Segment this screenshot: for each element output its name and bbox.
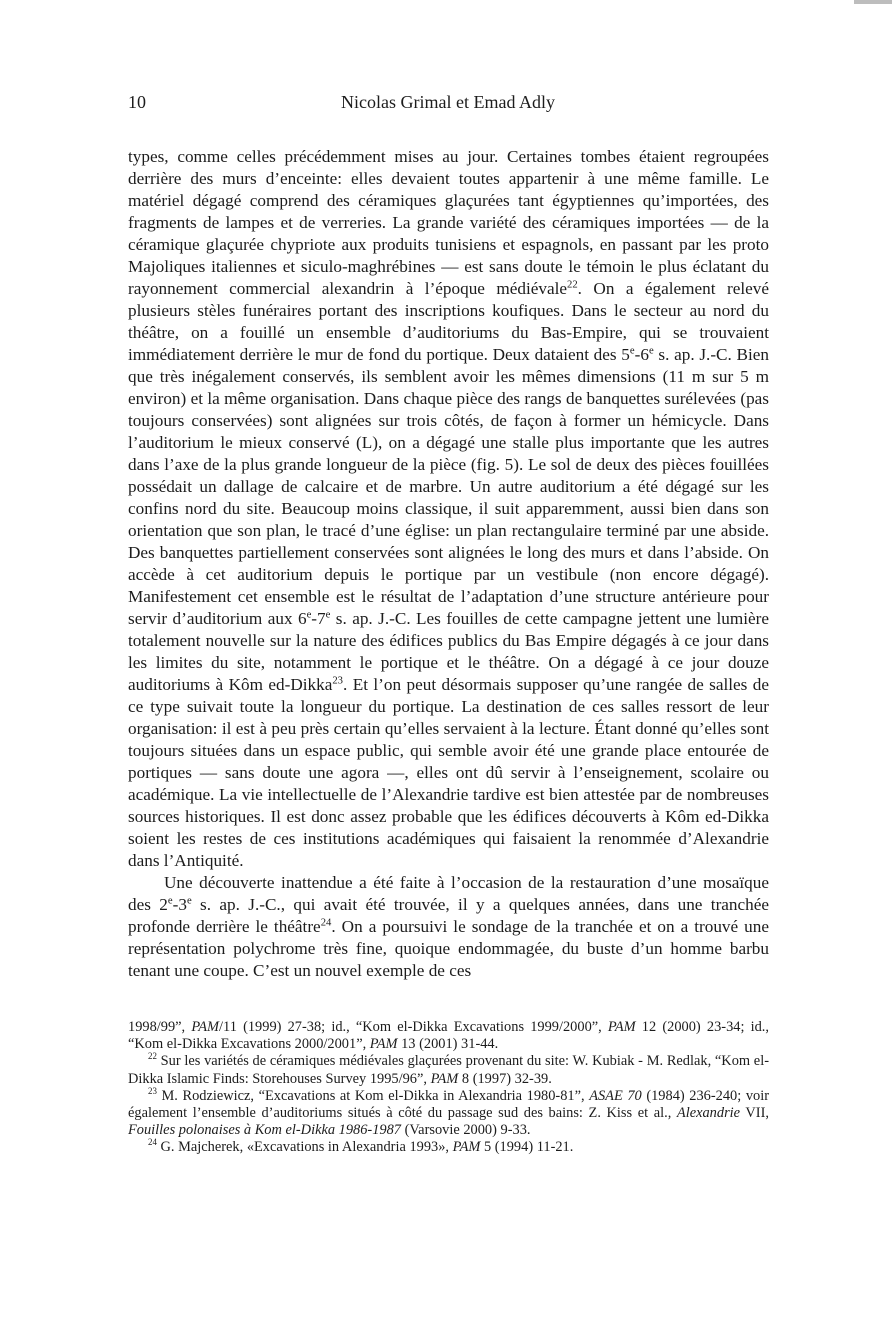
journal-title: ASAE 70 xyxy=(589,1087,642,1104)
text-run: . Et l’on peut désormais supposer qu’une rangée de salles de ce type suivait toute la longueur du portique. La destination de ces salles ressort de leur organisation: il est à peu près certain qu’elles servaient à la lecture. Étant donné qu’elles sont toujours situées dans un espace public, qui semble avoir été une grande place entourée de portiques — sans doute une agora —, elles ont dû servir à l’enseignement, scolaire ou académique. La vie intellectuelle de l’Alexandrie tardive est bien attestée par de nombreuses sources historiques. Il est donc assez probable que les édifices découverts à Kôm ed-Dikka soient les restes de ces institutions académiques qui faisaient la renommée d’Alexandrie dans l’Antiquité. xyxy=(128,675,769,870)
footnote-ref-24: 24 xyxy=(320,917,332,929)
text-run: VII, xyxy=(740,1105,769,1122)
book-title: Alexandrie xyxy=(676,1105,741,1122)
text-run: Sur les variétés de céramiques médiévales glaçurées provenant du site: W. Kubiak - M. Redlak, “Kom el-Dikka Islamic Finds: Storehouses Survey 1995/96”, xyxy=(128,1053,769,1087)
footnote-ref-22: 22 xyxy=(567,279,578,291)
footnotes xyxy=(128,1019,769,1157)
paragraph-1 xyxy=(128,146,769,872)
page-number: 10 xyxy=(128,92,146,112)
footnote-continuation xyxy=(128,1019,769,1053)
superscript-e: e xyxy=(186,895,192,907)
footnote-number: 23 xyxy=(148,1086,157,1097)
text-run: (Varsovie 2000) 9-33. xyxy=(401,1122,531,1139)
text-run: s. ap. J.-C. Les fouilles de cette campagne jettent une lumière totalement nouvelle sur la nature des édifices publics du Bas Empire dégagés à ce jour dans les limites du site, notamment le portique et le théâtre. On a dégagé à ce jour douze auditoriums à Kôm ed-Dikka xyxy=(128,609,769,694)
paragraph-2 xyxy=(128,872,769,982)
text-run: -7 xyxy=(311,609,326,628)
footnote-23 xyxy=(128,1088,769,1140)
footnote-number: 24 xyxy=(148,1137,157,1148)
journal-title: PAM xyxy=(369,1036,398,1053)
body-text xyxy=(128,146,769,982)
text-run: 8 (1997) 32-39. xyxy=(458,1070,552,1087)
text-run: s. ap. J.-C. Bien que très inégalement conservés, ils semblent avoir les mêmes dimensions (11 m sur 5 m environ) et la même organisation. Dans chaque pièce des rangs de banquettes surélevées (pas toujours conservées) sont alignées sur trois côtés, de façon à former un hémicycle. Dans l’auditorium le mieux conservé (L), on a dégagé une stalle plus importante que les autres dans l’axe de la plus grande longueur de la pièce (fig. 5). Le sol de deux des pièces fouillées possédait un dallage de calcaire et de marbre. Un autre auditorium a été dégagé sur les confins nord du site. Beaucoup moins classique, il suit apparemment, aussi bien dans son orientation que son plan, le tracé d’une église: un plan rectangulaire terminé par une abside. Des banquettes partiellement conservées sont alignées le long des murs et dans l’abside. On accède à cet auditorium depuis le portique par un vestibule (non encore dégagé). Manifestement cet ensemble est le résultat de l’adaptation d’une structure antérieure pour servir d’auditorium aux 6 xyxy=(128,345,769,628)
footnote-24 xyxy=(128,1139,769,1156)
journal-title: PAM xyxy=(607,1019,636,1035)
text-run: /11 (1999) 27-38; id., “Kom el-Dikka Excavations 1999/2000”, xyxy=(219,1019,608,1035)
text-run: 13 (2001) 31-44. xyxy=(397,1036,499,1053)
text-run: s. ap. J.-C., qui avait été trouvée, il y a quelques années, dans une tranchée profonde derrière le théâtre xyxy=(128,895,770,936)
running-head: Nicolas Grimal et Emad Adly xyxy=(341,92,555,112)
footnote-number: 22 xyxy=(148,1051,157,1062)
text-run: types, comme celles précédemment mises au jour. Certaines tombes étaient regroupées derrière des murs d’enceinte: elles devaient toutes appartenir à une même famille. Le matériel dégagé comprend des céramiques glaçurées tant égyptiennes qu’importées, des fragments de lampes et de verreries. La grande variété des céramiques importées — de la céramique glaçurée chypriote aux produits tunisiens et espagnols, en passant par les proto Majoliques italiennes et siculo-maghrébines — est sans doute le témoin le plus éclatant du rayonnement commercial alexandrin à l’époque médiévale xyxy=(128,147,769,298)
text-run: G. Majcherek, «Excavations in Alexandria 1993», xyxy=(156,1139,453,1156)
footnote-22 xyxy=(128,1053,769,1087)
book-title: Fouilles polonaises à Kom el-Dikka 1986-1987 xyxy=(128,1122,401,1139)
text-run: -3 xyxy=(172,895,187,914)
footnote-ref-23: 23 xyxy=(332,675,343,687)
text-run: M. Rodziewicz, “Excavations at Kom el-Dikka in Alexandria 1980-81”, xyxy=(156,1087,590,1104)
journal-title: PAM xyxy=(430,1070,459,1087)
superscript-e: e xyxy=(167,895,173,907)
text-run: . On a également relevé plusieurs stèles funéraires portant des inscriptions koufiques. Dans le secteur au nord du théâtre, on a fouillé un ensemble d’auditoriums du Bas-Empire, qui se trouvaient immédiatement derrière le mur de fond du portique. Deux dataient des 5 xyxy=(128,279,769,364)
text-run: (1984) 236-240; voir également l’ensemble d’auditoriums situés à côté du passage sud des bains: Z. Kiss et al., xyxy=(128,1087,769,1122)
journal-title: PAM xyxy=(452,1139,481,1156)
superscript-e: e xyxy=(648,345,654,357)
page-header xyxy=(128,92,768,122)
text-run: -6 xyxy=(634,345,649,364)
superscript-e: e xyxy=(306,609,312,621)
text-run: 12 (2000) 23-34; id., “Kom el-Dikka Excavations 2000/2001”, xyxy=(128,1019,770,1053)
superscript-e: e xyxy=(629,345,635,357)
journal-title: PAM xyxy=(191,1019,220,1035)
scan-edge-mark xyxy=(854,0,892,4)
superscript-e: e xyxy=(325,609,331,621)
text-run: 1998/99”, xyxy=(128,1019,192,1035)
text-run: 5 (1994) 11-21. xyxy=(480,1139,574,1156)
text-run: . On a poursuivi le sondage de la tranchée et on a trouvé une représentation polychrome très fine, quoique endommagée, du buste d’un homme barbu tenant une coupe. C’est un nouvel exemple de ces xyxy=(128,917,769,980)
text-run: Une découverte inattendue a été faite à l’occasion de la restauration d’une mosaïque des 2 xyxy=(128,873,769,914)
